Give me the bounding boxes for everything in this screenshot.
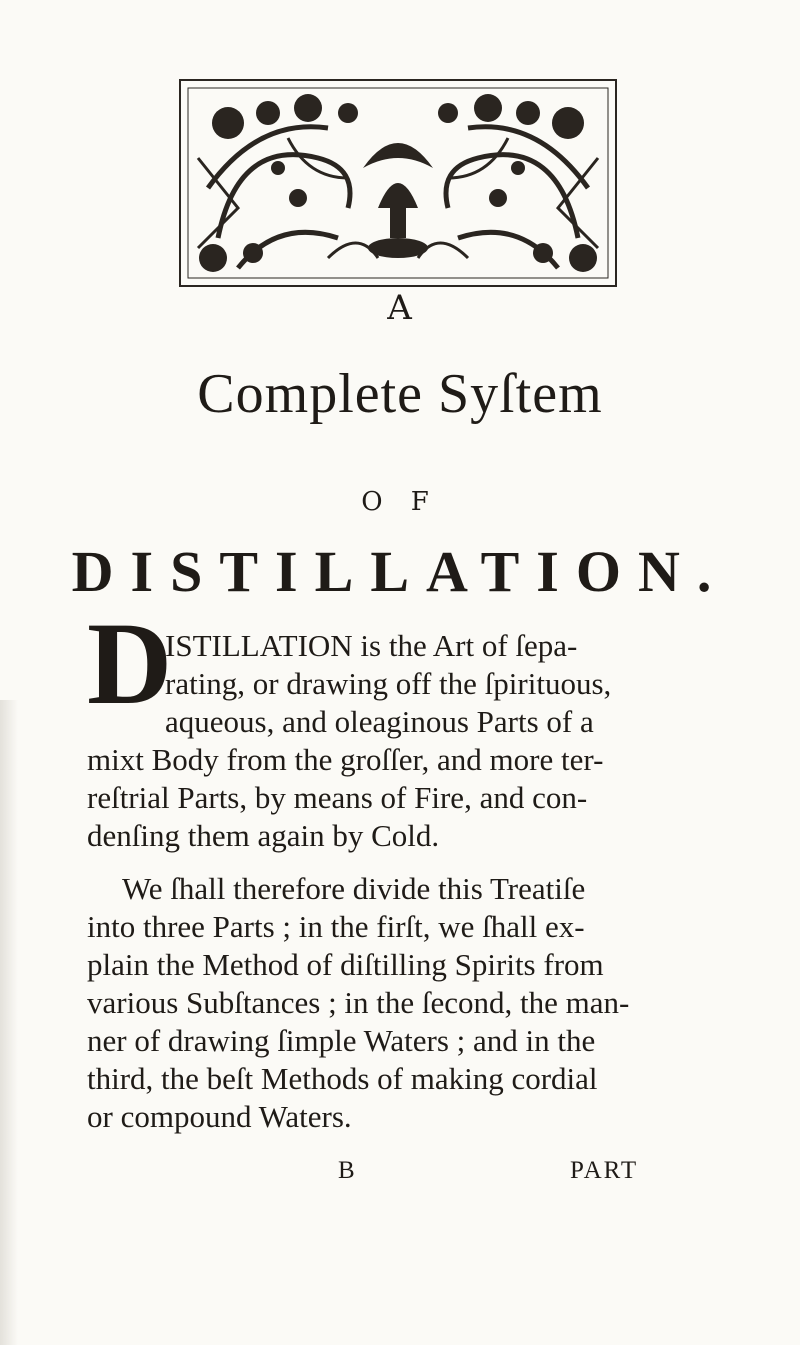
paragraph-2-line-7: or compound Waters.: [87, 1099, 352, 1134]
paragraph-2-line-1: We ſhall therefore divide this Treatiſe: [122, 871, 586, 906]
catchword: PART: [570, 1157, 639, 1184]
paragraph-2-line-6: third, the beſt Methods of making cordial: [87, 1061, 598, 1096]
paragraph-1-line-3: aqueous, and oleaginous Parts of a: [165, 704, 594, 739]
paragraph-1-line-1: ISTILLATION is the Art of ſepa-: [165, 628, 578, 663]
paragraph-2-line-4: various Subſtances ; in the ſecond, the man-: [87, 985, 630, 1020]
drop-cap: D: [87, 598, 173, 729]
title-of: O F: [361, 487, 439, 517]
paragraph-1-line-6: denſing them again by Cold.: [87, 818, 440, 853]
title-subject: DISTILLATION.: [71, 539, 729, 604]
paragraph-1-line-4: mixt Body from the groſſer, and more ter-: [87, 742, 604, 777]
paragraph-2-line-5: ner of drawing ſimple Waters ; and in the: [87, 1023, 596, 1058]
signature-mark: B: [338, 1157, 357, 1184]
paragraph-1-line-5: reſtrial Parts, by means of Fire, and con-: [87, 780, 588, 815]
paragraph-1-line-2: rating, or drawing off the ſpirituous,: [165, 666, 612, 701]
page-edge-shadow: [0, 700, 18, 1345]
paragraph-2-line-3: plain the Method of diſtilling Spirits from: [87, 947, 604, 982]
title-main: Complete Syſtem: [197, 363, 603, 425]
floral-headpiece-icon: [178, 78, 618, 288]
title-article: A: [387, 288, 413, 328]
paragraph-2-line-2: into three Parts ; in the firſt, we ſhall ex-: [87, 909, 585, 944]
